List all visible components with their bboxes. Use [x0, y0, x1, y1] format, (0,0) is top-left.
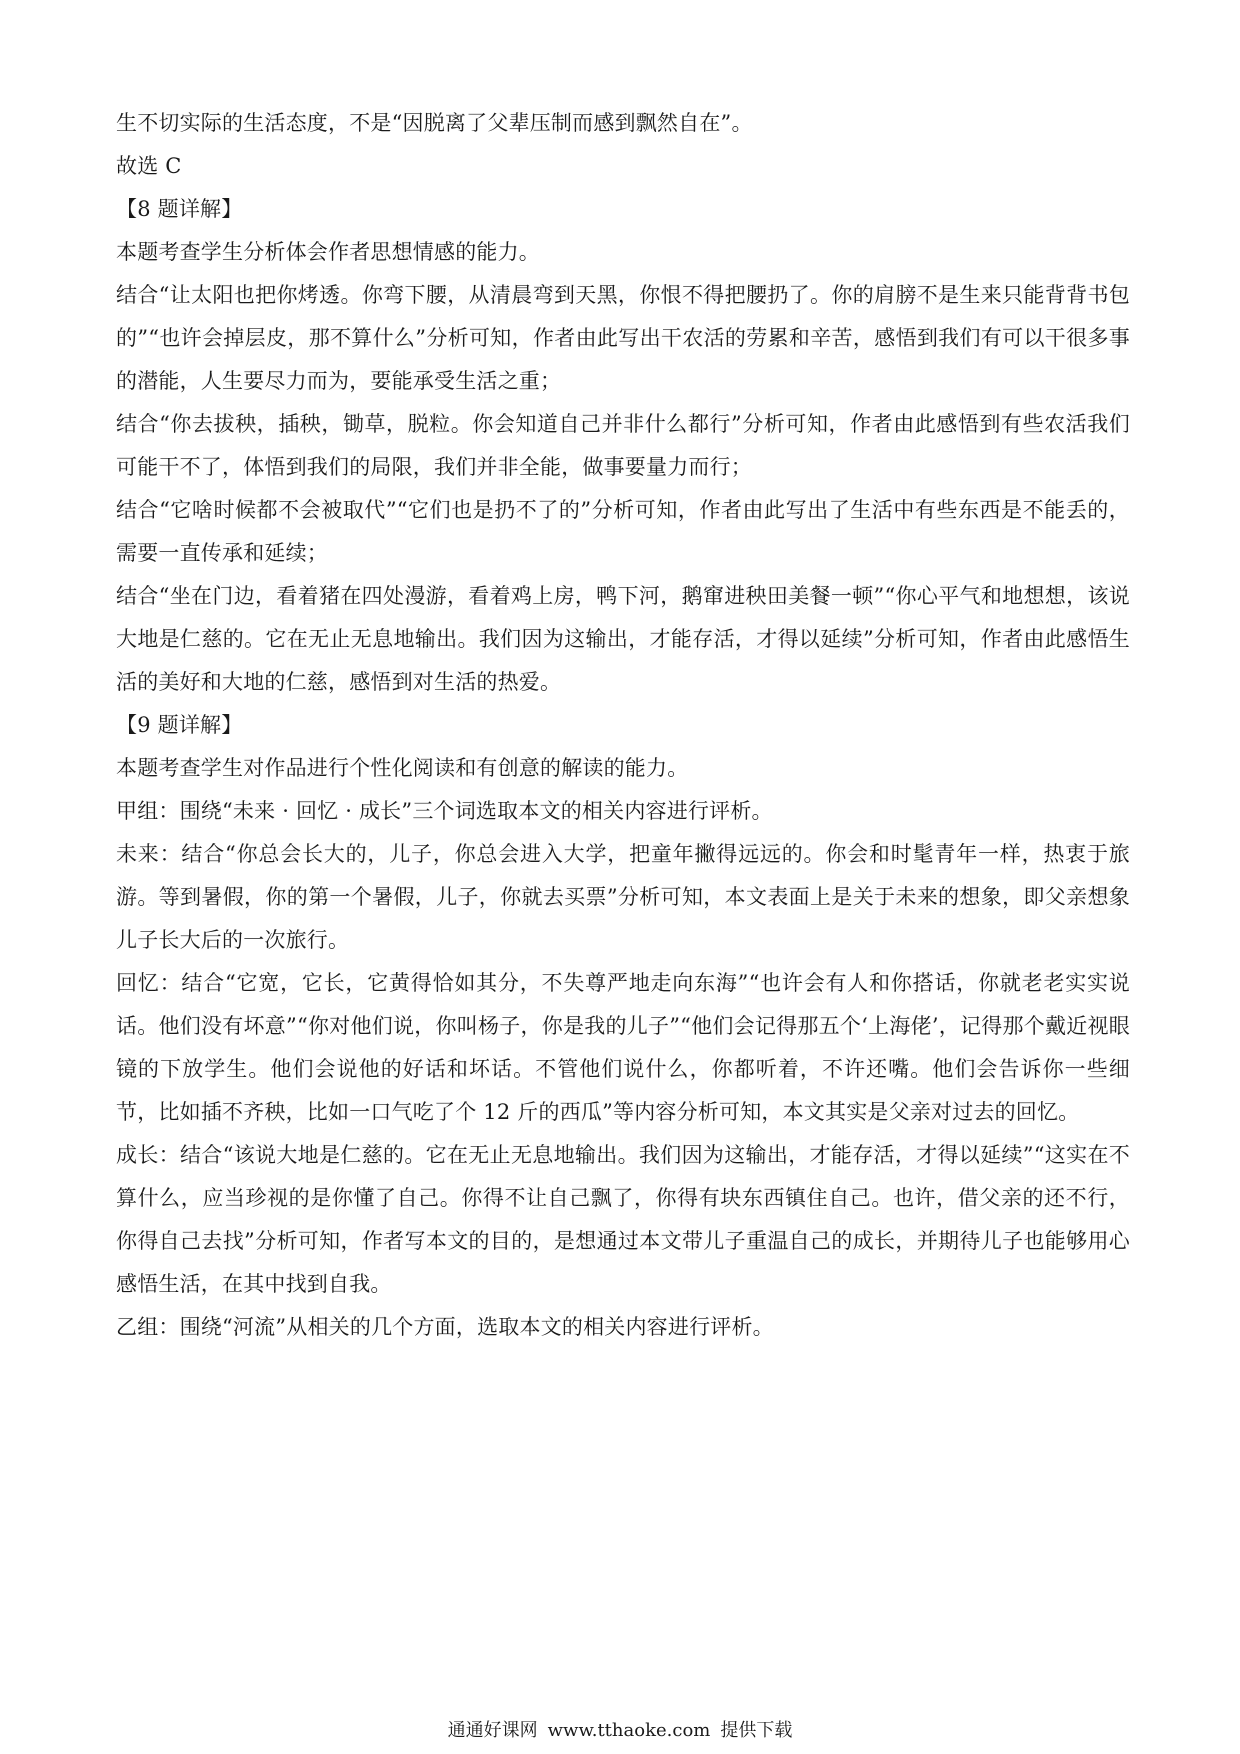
document-body [116, 102, 1130, 1349]
paragraph: 甲组：围绕“未来 · 回忆 · 成长”三个词选取本文的相关内容进行评析。 [116, 799, 773, 823]
paragraph: 本题考查学生分析体会作者思想情感的能力。 [116, 240, 540, 264]
paragraph: 故选 C [116, 154, 182, 178]
page-footer [0, 1718, 1240, 1744]
footer-site-name: 通通好课网 [447, 1720, 538, 1741]
paragraph: 结合“它啥时候都不会被取代”“它们也是扔不了的”分析可知，作者由此写出了生活中有些东西是不能丢的，需要一直传承和延续； [116, 498, 1130, 565]
paragraph: 结合“你去拔秧，插秧，锄草，脱粒。你会知道自己并非什么都行”分析可知，作者由此感悟到有些农活我们可能干不了，体悟到我们的局限，我们并非全能，做事要量力而行； [116, 412, 1130, 479]
section-heading: 【9 题详解】 [116, 713, 243, 737]
footer-suffix: 提供下载 [720, 1720, 793, 1741]
paragraph: 回忆：结合“它宽，它长，它黄得恰如其分，不失尊严地走向东海”“也许会有人和你搭话，你就老老实实说话。他们没有坏意”“你对他们说，你叫杨子，你是我的儿子”“他们会记得那五个‘上海佬’，记得那个戴近视眼镜的下放学生。他们会说他的好话和坏话。不管他们说什么，你都听着，不许还嘴。他们会告诉你一些细节，比如插不齐秧，比如一口气吃了个 12 斤的西瓜”等内容分析可知，本文其实是父亲对过去的回忆。 [116, 971, 1130, 1124]
paragraph: 结合“让太阳也把你烤透。你弯下腰，从清晨弯到天黑，你恨不得把腰扔了。你的肩膀不是生来只能背背书包的”“也许会掉层皮，那不算什么”分析可知，作者由此写出干农活的劳累和辛苦，感悟到我们有可以干很多事的潜能，人生要尽力而为，要能承受生活之重； [116, 283, 1130, 393]
paragraph: 未来：结合“你总会长大的，儿子，你总会进入大学，把童年撇得远远的。你会和时髦青年一样，热衷于旅游。等到暑假，你的第一个暑假，儿子，你就去买票”分析可知，本文表面上是关于未来的想象，即父亲想象儿子长大后的一次旅行。 [116, 842, 1130, 952]
paragraph: 乙组：围绕“河流”从相关的几个方面，选取本文的相关内容进行评析。 [116, 1315, 774, 1339]
paragraph: 成长：结合“该说大地是仁慈的。它在无止无息地输出。我们因为这输出，才能存活，才得以延续”“这实在不算什么，应当珍视的是你懂了自己。你得不让自己飘了，你得有块东西镇住自己。也许，借父亲的还不行，你得自己去找”分析可知，作者写本文的目的，是想通过本文带儿子重温自己的成长，并期待儿子也能够用心感悟生活，在其中找到自我。 [116, 1143, 1130, 1296]
footer-url[interactable]: www.tthaoke.com [547, 1720, 711, 1741]
paragraph: 生不切实际的生活态度，不是“因脱离了父辈压制而感到飘然自在”。 [116, 111, 753, 135]
paragraph: 本题考查学生对作品进行个性化阅读和有创意的解读的能力。 [116, 756, 689, 780]
paragraph: 结合“坐在门边，看着猪在四处漫游，看着鸡上房，鸭下河，鹅窜进秧田美餐一顿”“你心平气和地想想，该说大地是仁慈的。它在无止无息地输出。我们因为这输出，才能存活，才得以延续”分析可知，作者由此感悟生活的美好和大地的仁慈，感悟到对生活的热爱。 [116, 584, 1130, 694]
section-heading: 【8 题详解】 [116, 197, 243, 221]
